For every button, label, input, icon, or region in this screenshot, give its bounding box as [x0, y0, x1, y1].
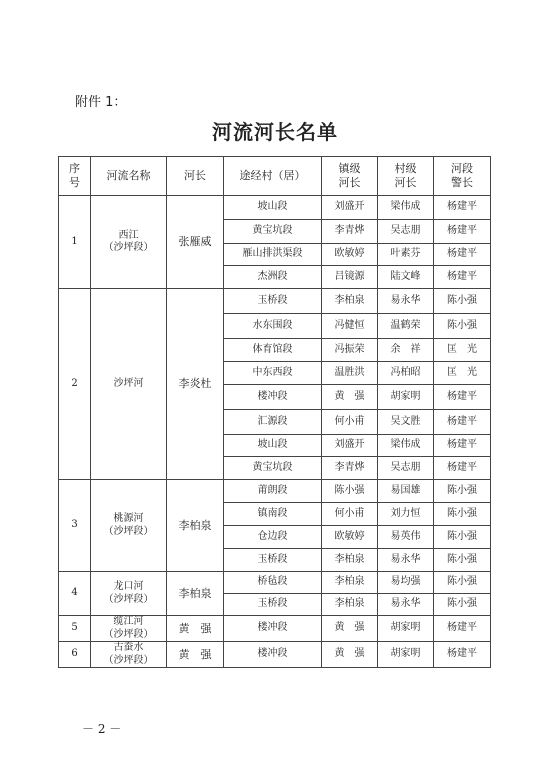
header-river-name: 河流名称	[91, 157, 167, 196]
river-name-line: （沙坪段）	[103, 525, 154, 537]
village-chief: 易均强	[378, 572, 434, 594]
village-segment: 仓边段	[224, 526, 322, 549]
police-chief: 杨建平	[434, 642, 491, 668]
village-segment: 体育馆段	[224, 339, 322, 362]
row-number: 4	[59, 572, 91, 616]
row-number: 5	[59, 616, 91, 642]
river-name-line: 西江	[118, 229, 139, 241]
village-segment: 坡山段	[224, 435, 322, 457]
header-police-chief-line-1: 河段	[451, 162, 473, 176]
village-segment: 玉桥段	[224, 549, 322, 572]
town-chief: 吕镜源	[322, 266, 378, 289]
village-segment: 楼冲段	[224, 616, 322, 642]
row-number: 2	[59, 289, 91, 480]
river-name-line: 龙口河	[113, 581, 144, 592]
town-chief: 陈小强	[322, 480, 378, 503]
village-segment: 水东围段	[224, 314, 322, 339]
town-chief: 刘盛开	[322, 435, 378, 457]
attachment-label: 附件 1：	[75, 95, 127, 110]
police-chief: 杨建平	[434, 220, 491, 244]
row-number: 1	[59, 196, 91, 289]
town-chief: 李柏泉	[322, 549, 378, 572]
police-chief: 陈小强	[434, 549, 491, 572]
police-chief: 陈小强	[434, 572, 491, 594]
river-name-line: 桃源河	[113, 513, 144, 524]
river-chief: 黄 强	[167, 616, 224, 642]
village-segment: 杰洲段	[224, 266, 322, 289]
police-chief: 杨建平	[434, 244, 491, 266]
village-segment: 黄宝坑段	[224, 457, 322, 480]
police-chief: 匡 光	[434, 339, 491, 362]
river-name	[91, 480, 167, 572]
village-segment: 玉桥段	[224, 289, 322, 314]
town-chief: 李柏泉	[322, 594, 378, 616]
river-name-line: （沙坪段）	[103, 628, 154, 640]
header-no-line-2: 号	[69, 176, 80, 189]
header-villages: 途经村（居）	[224, 157, 322, 196]
town-chief: 欧敏婷	[322, 526, 378, 549]
river-name	[91, 616, 167, 642]
table-row	[59, 616, 491, 642]
header-police-chief	[434, 157, 491, 196]
village-segment: 中东西段	[224, 362, 322, 385]
village-chief: 吴志朋	[378, 457, 434, 480]
town-chief: 冯振荣	[322, 339, 378, 362]
police-chief: 陈小强	[434, 480, 491, 503]
police-chief: 陈小强	[434, 526, 491, 549]
village-segment: 镇南段	[224, 503, 322, 526]
village-chief: 胡家明	[378, 642, 434, 668]
header-town-chief-line-2: 河长	[338, 176, 361, 189]
village-chief: 叶素芬	[378, 244, 434, 266]
village-chief: 刘力恒	[378, 503, 434, 526]
police-chief: 杨建平	[434, 385, 491, 410]
police-chief: 杨建平	[434, 457, 491, 480]
river-name-line: 缆江河	[113, 616, 144, 627]
village-chief: 易国雄	[378, 480, 434, 503]
row-number: 6	[59, 642, 91, 668]
table-row	[59, 196, 491, 220]
town-chief: 黄 强	[322, 642, 378, 668]
police-chief: 杨建平	[434, 616, 491, 642]
village-chief: 易英伟	[378, 526, 434, 549]
village-segment: 玉桥段	[224, 594, 322, 616]
town-chief: 黄 强	[322, 385, 378, 410]
village-segment: 黄宝坑段	[224, 220, 322, 244]
village-chief: 胡家明	[378, 616, 434, 642]
town-chief: 刘盛开	[322, 196, 378, 220]
river-name-line: 古蚕水	[113, 642, 144, 653]
police-chief: 陈小强	[434, 503, 491, 526]
village-segment: 坡山段	[224, 196, 322, 220]
village-segment: 桥毡段	[224, 572, 322, 594]
river-chief: 黄 强	[167, 642, 224, 668]
village-segment: 楼冲段	[224, 642, 322, 668]
table-row	[59, 480, 491, 503]
header-river-chief: 河长	[167, 157, 224, 196]
village-chief: 梁伟成	[378, 196, 434, 220]
header-village-chief	[378, 157, 434, 196]
village-segment: 雁山排洪渠段	[224, 244, 322, 266]
town-chief: 欧敏婷	[322, 244, 378, 266]
river-name-line: 沙坪河	[113, 377, 144, 389]
river-chief-table	[58, 156, 491, 668]
village-chief: 吴志朋	[378, 220, 434, 244]
police-chief: 陈小强	[434, 594, 491, 616]
town-chief: 李柏泉	[322, 289, 378, 314]
page-number: － 2 －	[82, 722, 122, 736]
village-chief: 梁伟成	[378, 435, 434, 457]
river-name	[91, 572, 167, 616]
village-chief: 胡家明	[378, 385, 434, 410]
town-chief: 李柏泉	[322, 572, 378, 594]
header-police-chief-line-2: 警长	[451, 176, 473, 189]
police-chief: 陈小强	[434, 289, 491, 314]
village-chief: 温鹤荣	[378, 314, 434, 339]
town-chief: 温胜洪	[322, 362, 378, 385]
river-chief: 李柏泉	[167, 572, 224, 616]
town-chief: 李青烨	[322, 220, 378, 244]
village-segment: 汇源段	[224, 410, 322, 435]
table-body	[59, 196, 491, 668]
village-segment: 楼冲段	[224, 385, 322, 410]
header-village-chief-line-1: 村级	[394, 162, 417, 176]
town-chief: 李青烨	[322, 457, 378, 480]
header-village-chief-line-2: 河长	[394, 176, 417, 189]
table-row	[59, 572, 491, 594]
police-chief: 杨建平	[434, 266, 491, 289]
town-chief: 何小甫	[322, 410, 378, 435]
page-title: 河流河长名单	[212, 120, 338, 144]
river-name	[91, 289, 167, 480]
river-name-line: （沙坪段）	[103, 593, 154, 605]
header-town-chief-line-1: 镇级	[338, 162, 361, 176]
town-chief: 冯健恒	[322, 314, 378, 339]
town-chief: 何小甫	[322, 503, 378, 526]
header-no-line-1: 序	[69, 162, 80, 176]
police-chief: 杨建平	[434, 410, 491, 435]
police-chief: 杨建平	[434, 435, 491, 457]
village-chief: 冯柏昭	[378, 362, 434, 385]
police-chief: 杨建平	[434, 196, 491, 220]
village-chief: 吴文胜	[378, 410, 434, 435]
village-chief: 余 祥	[378, 339, 434, 362]
table-row	[59, 289, 491, 314]
river-chief: 张雁威	[167, 196, 224, 289]
police-chief: 匡 光	[434, 362, 491, 385]
river-name-line: （沙坪段）	[103, 654, 154, 666]
river-chief: 李柏泉	[167, 480, 224, 572]
village-chief: 陆文峰	[378, 266, 434, 289]
river-chief: 李炎杜	[167, 289, 224, 480]
river-name	[91, 196, 167, 289]
table-row	[59, 642, 491, 668]
village-chief: 易永华	[378, 594, 434, 616]
village-chief: 易永华	[378, 289, 434, 314]
village-segment: 莆朗段	[224, 480, 322, 503]
header-no	[59, 157, 91, 196]
header-town-chief	[322, 157, 378, 196]
river-name	[91, 642, 167, 668]
row-number: 3	[59, 480, 91, 572]
town-chief: 黄 强	[322, 616, 378, 642]
header-row	[59, 157, 491, 196]
police-chief: 陈小强	[434, 314, 491, 339]
village-chief: 易永华	[378, 549, 434, 572]
river-name-line: （沙坪段）	[103, 242, 154, 253]
